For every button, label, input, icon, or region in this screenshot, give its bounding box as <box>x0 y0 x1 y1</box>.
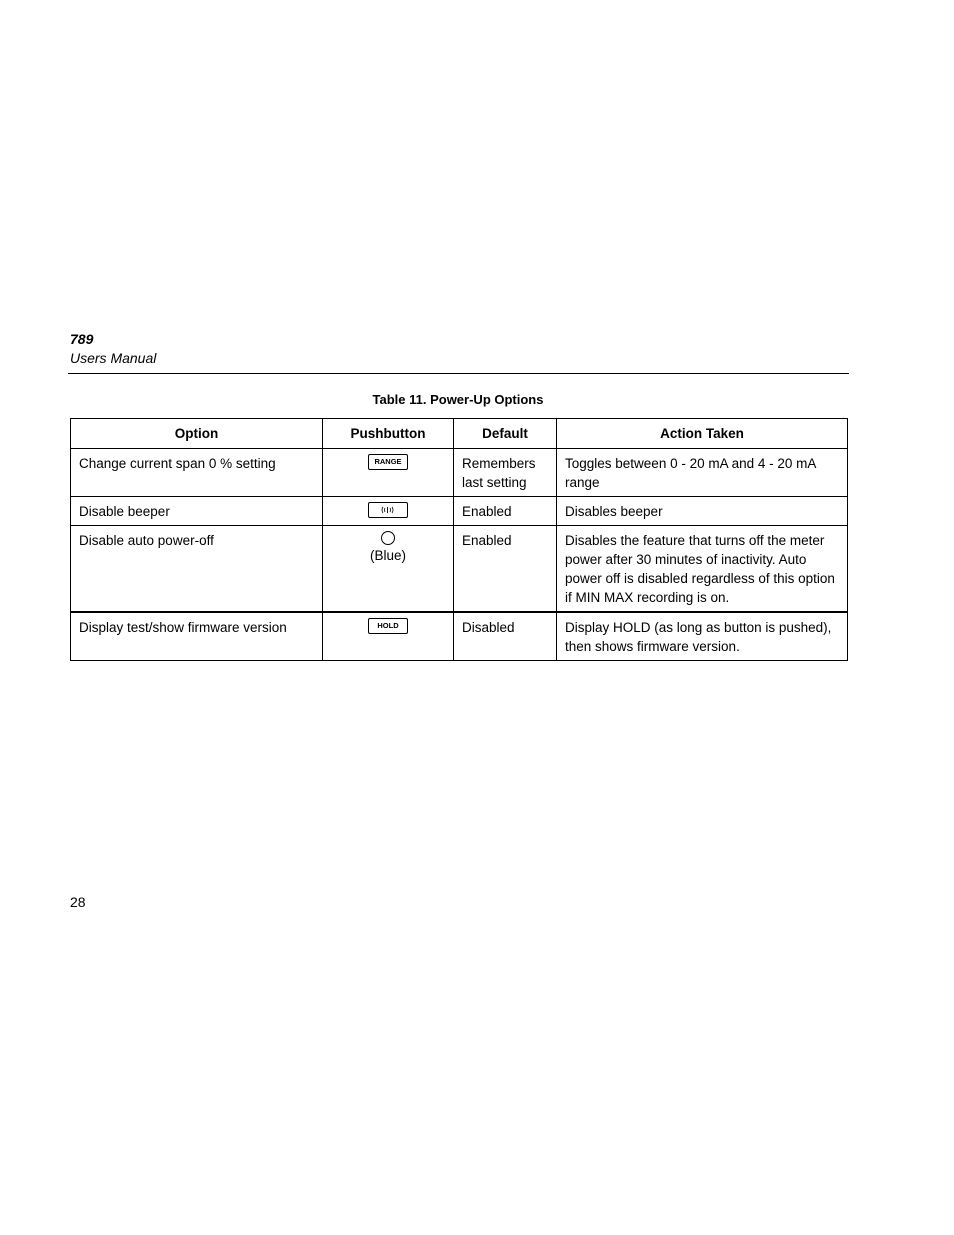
table-row <box>71 526 848 613</box>
pushbutton-cell <box>323 526 454 613</box>
table-row <box>71 449 848 497</box>
action-cell: Disables the feature that turns off the meter power after 30 minutes of inactivity. Auto power off is disabled regardless of this option if MIN MAX recording is on. <box>557 526 848 613</box>
default-cell: Remembers last setting <box>454 449 557 497</box>
default-cell: Enabled <box>454 526 557 613</box>
option-cell: Disable auto power-off <box>71 526 323 613</box>
option-cell: Change current span 0 % setting <box>71 449 323 497</box>
pushbutton-cell <box>323 497 454 526</box>
hold-key-icon: HOLD <box>368 618 408 634</box>
pushbutton-cell <box>323 612 454 661</box>
column-header-option: Option <box>71 419 323 449</box>
header-divider <box>68 373 849 374</box>
table-row <box>71 612 848 661</box>
beeper-symbol-icon <box>381 506 395 514</box>
option-cell: Display test/show firmware version <box>71 612 323 661</box>
default-cell: Disabled <box>454 612 557 661</box>
action-cell: Toggles between 0 - 20 mA and 4 - 20 mA range <box>557 449 848 497</box>
manual-model-number: 789 <box>70 331 94 347</box>
default-cell: Enabled <box>454 497 557 526</box>
page-number: 28 <box>70 894 86 910</box>
table-header-row <box>71 419 848 449</box>
manual-title: Users Manual <box>70 350 157 366</box>
action-cell: Display HOLD (as long as button is pushed), then shows firmware version. <box>557 612 848 661</box>
beeper-key-icon <box>368 502 408 518</box>
column-header-pushbutton: Pushbutton <box>323 419 454 449</box>
blue-button-icon <box>381 531 395 545</box>
column-header-default: Default <box>454 419 557 449</box>
option-cell: Disable beeper <box>71 497 323 526</box>
range-key-icon: RANGE <box>368 454 408 470</box>
action-cell: Disables beeper <box>557 497 848 526</box>
column-header-action-taken: Action Taken <box>557 419 848 449</box>
table-caption: Table 11. Power-Up Options <box>372 392 544 407</box>
pushbutton-note: (Blue) <box>369 548 406 563</box>
pushbutton-cell <box>323 449 454 497</box>
power-up-options-table <box>70 418 848 661</box>
table-row <box>71 497 848 526</box>
